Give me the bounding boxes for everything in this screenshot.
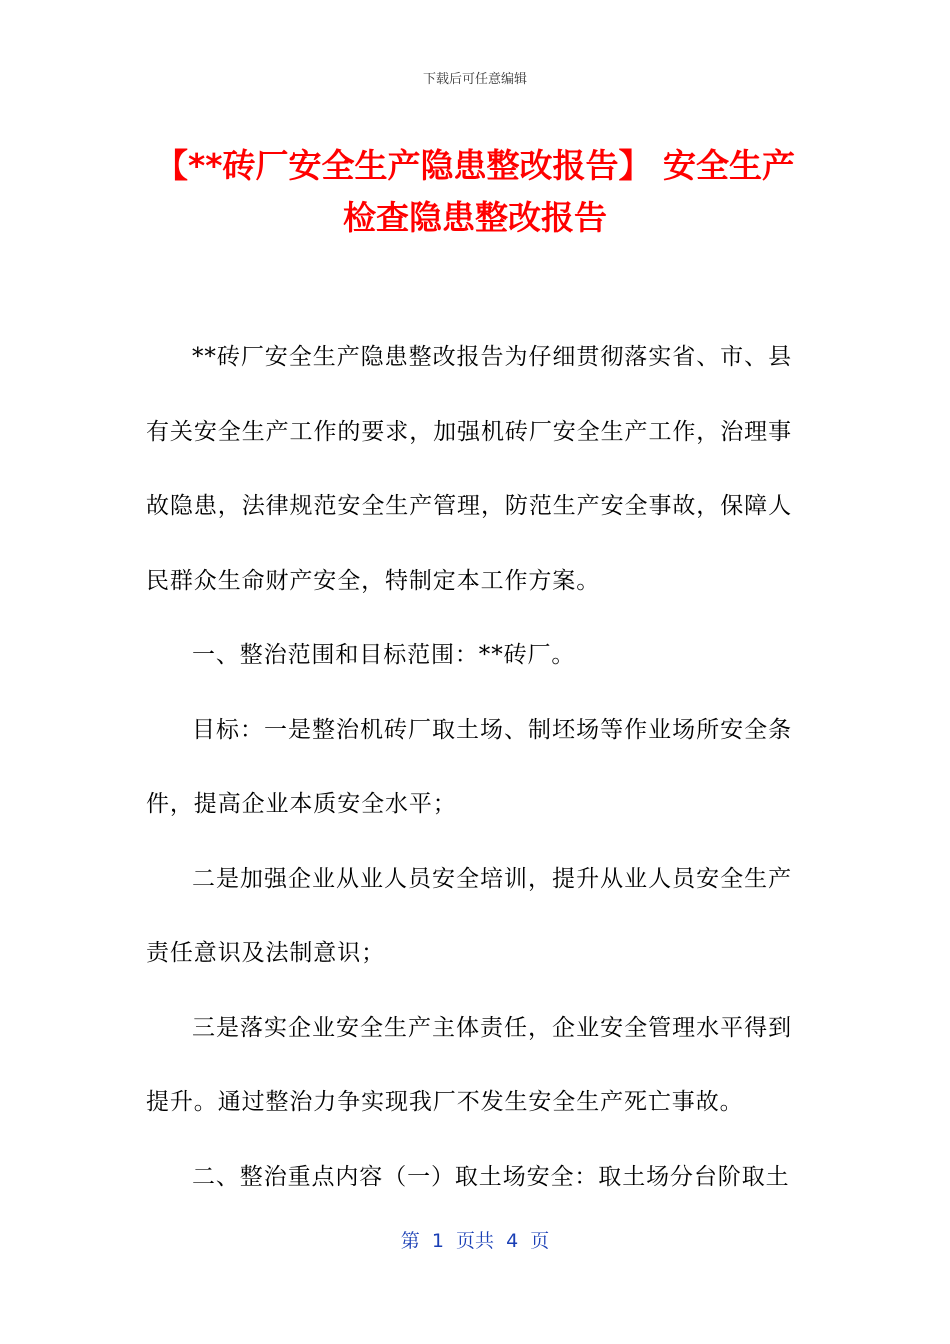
page-number: 第 1 页共 4 页 xyxy=(400,1230,550,1252)
title-line-2: 检查隐患整改报告 xyxy=(343,198,607,237)
paragraph-goal-1: 目标：一是整治机砖厂取土场、制坯场等作业场所安全条件，提高企业本质安全水平； xyxy=(146,716,792,817)
paragraph-goal-2: 二是加强企业从业人员安全培训，提升从业人员安全生产责任意识及法制意识； xyxy=(146,865,792,966)
title-line-1: 【**砖厂安全生产隐患整改报告】 安全生产 xyxy=(154,146,795,185)
header-note: 下载后可任意编辑 xyxy=(422,72,527,87)
paragraph-key-content: 二、整治重点内容（一）取土场安全：取土场分台阶取土 xyxy=(192,1163,790,1190)
document-body xyxy=(146,320,792,1214)
paragraph-goal-3: 三是落实企业安全生产主体责任，企业安全管理水平得到提升。通过整治力争实现我厂不发生安全生产死亡事故。 xyxy=(146,1014,792,1115)
document-title xyxy=(120,140,830,244)
paragraph-scope: 一、整治范围和目标范围：**砖厂。 xyxy=(192,642,576,668)
paragraph-intro: **砖厂安全生产隐患整改报告为仔细贯彻落实省、市、县有关安全生产工作的要求，加强机砖厂安全生产工作，治理事故隐患，法律规范安全生产管理，防范生产安全事故，保障人民群众生命财产安全，特制定本工作方案。 xyxy=(146,344,792,594)
